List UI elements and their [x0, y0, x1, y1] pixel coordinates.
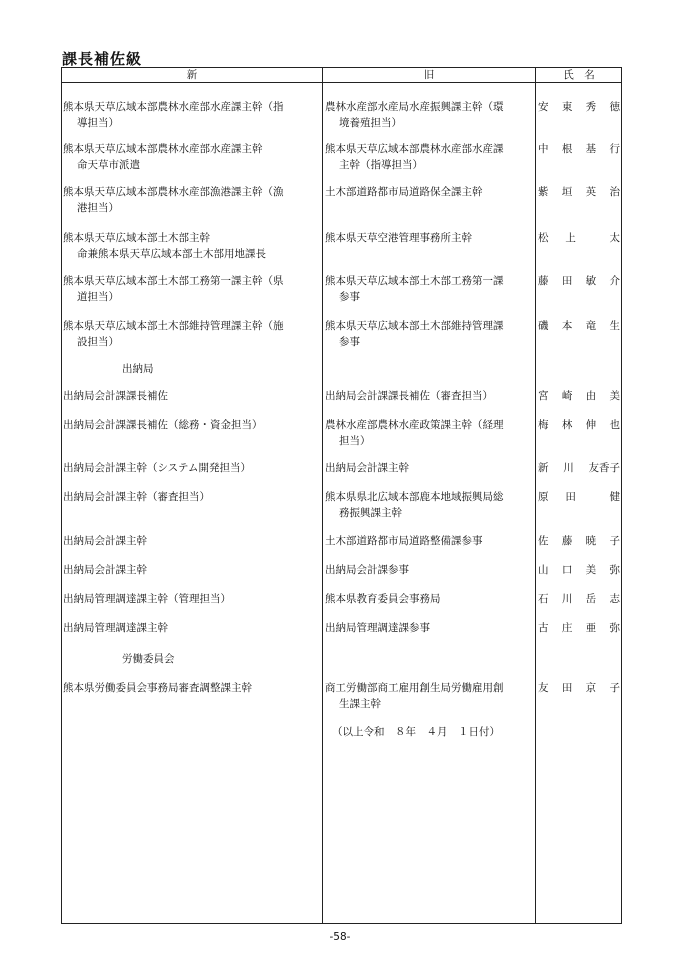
- person-name: 新 川 友香子: [538, 462, 620, 474]
- new-position: 熊本県天草広域本部土木部維持管理課主幹（施 設担当）: [63, 320, 284, 348]
- new-position: 熊本県天草広域本部土木部工務第一課主幹（県 道担当）: [63, 275, 284, 303]
- new-position: 熊本県天草広域本部農林水産部漁港課主幹（漁 港担当）: [63, 186, 284, 214]
- person-name: 安 東 秀 徳: [538, 101, 620, 113]
- old-position: 出納局会計課主幹: [325, 462, 409, 474]
- column-divider: [535, 68, 536, 923]
- old-position: 熊本県天草広域本部農林水産部水産課 主幹（指導担当）: [325, 143, 504, 171]
- old-position: 熊本県天草空港管理事務所主幹: [325, 232, 472, 244]
- header-divider: [62, 82, 621, 83]
- person-name: 磯 本 竜 生: [538, 320, 620, 332]
- header-new: 新: [186, 69, 198, 81]
- new-position: 出納局会計課課長補佐: [63, 390, 168, 402]
- person-name: 山 口 美 弥: [538, 564, 620, 576]
- person-name: 佐 藤 暁 子: [538, 535, 620, 547]
- old-position: 出納局管理調達課参事: [325, 622, 430, 634]
- person-name: 紫 垣 英 治: [538, 186, 620, 198]
- new-position: 出納局会計課主幹（審査担当）: [63, 491, 210, 503]
- old-position: 熊本県天草広域本部土木部維持管理課 参事: [325, 320, 504, 348]
- new-position: 熊本県天草広域本部土木部主幹 命兼熊本県天草広域本部土木部用地課長: [63, 232, 266, 260]
- person-name: 松 上 太: [538, 232, 620, 244]
- old-position: 農林水産部水産局水産振興課主幹（環 境養殖担当）: [325, 101, 504, 129]
- old-position: 出納局会計課課長補佐（審査担当）: [325, 390, 493, 402]
- old-position: 農林水産部農林水産政策課主幹（経理 担当）: [325, 419, 504, 447]
- new-position: 出納局会計課課長補佐（総務・資金担当）: [63, 419, 263, 431]
- new-position: 出納局管理調達課主幹（管理担当）: [63, 593, 231, 605]
- person-name: 梅 林 伸 也: [538, 419, 620, 431]
- person-name: 石 川 岳 志: [538, 593, 620, 605]
- person-name: 古 庄 亜 弥: [538, 622, 620, 634]
- old-position: 土木部道路都市局道路保全課主幹: [325, 186, 483, 198]
- new-position: 熊本県天草広域本部農林水産部水産課主幹 命天草市派遣: [63, 143, 263, 171]
- new-position: 熊本県労働委員会事務局審査調整課主幹: [63, 682, 252, 694]
- new-position: 熊本県天草広域本部農林水産部水産課主幹（指 導担当）: [63, 101, 284, 129]
- person-name: 中 根 基 行: [538, 143, 620, 155]
- person-name: 宮 崎 由 美: [538, 390, 620, 402]
- new-position: 出納局会計課主幹: [63, 535, 147, 547]
- old-position: 熊本県教育委員会事務局: [325, 593, 441, 605]
- page-number: -58-: [329, 931, 351, 943]
- section-label: 出納局: [122, 363, 154, 375]
- effective-date-note: （以上令和 ８年 ４月 １日付）: [332, 726, 500, 738]
- page-title: 課長補佐級: [62, 50, 143, 68]
- person-name: 原 田 健: [538, 491, 620, 503]
- old-position: 熊本県天草広域本部土木部工務第一課 参事: [325, 275, 504, 303]
- new-position: 出納局会計課主幹: [63, 564, 147, 576]
- header-name: 氏 名: [563, 69, 595, 81]
- column-divider: [322, 68, 323, 923]
- old-position: 出納局会計課参事: [325, 564, 409, 576]
- person-name: 藤 田 敏 介: [538, 275, 620, 287]
- new-position: 出納局会計課主幹（システム開発担当）: [63, 462, 251, 474]
- section-label: 労働委員会: [122, 653, 175, 665]
- old-position: 熊本県県北広域本部鹿本地域振興局総 務振興課主幹: [325, 491, 504, 519]
- personnel-table: [61, 67, 622, 924]
- old-position: 商工労働部商工雇用創生局労働雇用創 生課主幹: [325, 682, 504, 710]
- header-old: 旧: [423, 69, 435, 81]
- new-position: 出納局管理調達課主幹: [63, 622, 168, 634]
- person-name: 友 田 京 子: [538, 682, 620, 694]
- old-position: 土木部道路都市局道路整備課参事: [325, 535, 483, 547]
